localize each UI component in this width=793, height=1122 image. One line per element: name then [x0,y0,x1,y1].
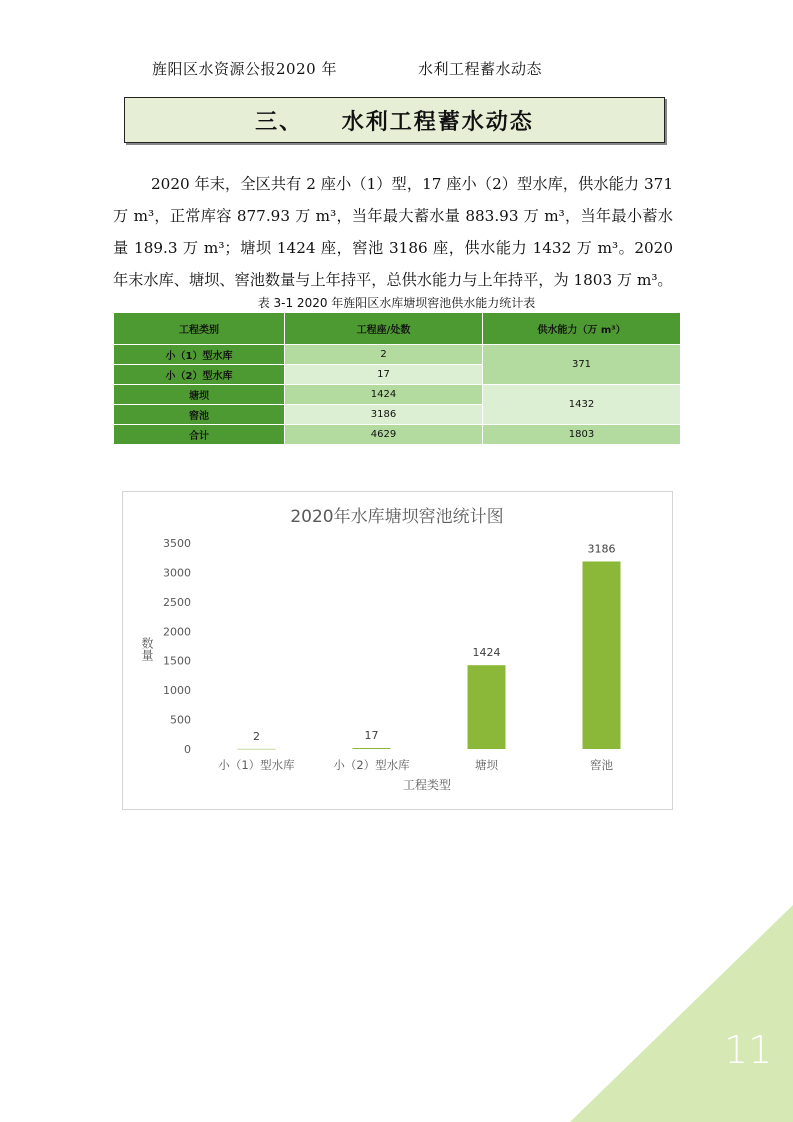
data-label: 3186 [587,542,616,556]
header-count: 工程座/处数 [285,313,483,345]
y-tick-label: 1000 [163,684,191,698]
table-caption: 表 3-1 2020 年旌阳区水库塘坝窖池供水能力统计表 [257,296,536,310]
chart-title: 2020年水库塘坝窖池统计图 [290,507,504,527]
bar-chart [122,491,673,810]
table-row [114,425,681,445]
section-title: 三、 水利工程蓄水动态 [255,109,534,135]
row-category: 塘坝 [114,385,285,405]
table-row [114,385,681,405]
bar [353,748,391,749]
row-count: 2 [285,345,483,365]
x-tick-label: 塘坝 [475,758,498,772]
bar [468,665,506,749]
y-tick-label: 1500 [163,654,191,668]
table-row [114,345,681,365]
y-tick-label: 500 [170,713,191,727]
y-tick-label: 2000 [163,625,191,639]
page-number: 11 [724,1028,773,1072]
paragraph-text: 2020 年末，全区共有 2 座小（1）型，17 座小（2）型水库，供水能力 371 万 m³，正常库容 877.93 万 m³，当年最大蓄水量 883.93 万 m³，当年最小蓄水量 189.3 万 m³；塘坝 1424 座，窖池 3186 座，供水能力 1432 万 m³。2020 年末水库、塘坝、窖池数量与上年持平，总供水能力与上年持平，为 1803 万 m³。 [113,175,673,289]
stat-table [113,312,681,445]
row-category: 窖池 [114,405,285,425]
x-tick-label: 小（2）型水库 [333,758,410,772]
row-category: 合计 [114,425,285,445]
row-category: 小（2）型水库 [114,365,285,385]
header-right: 水利工程蓄水动态 [418,60,543,78]
data-label: 2 [253,729,260,743]
row-count: 1424 [285,385,483,405]
capacity-pond: 1432 [483,385,681,425]
y-tick-label: 3000 [163,566,191,580]
table-header-row [114,313,681,345]
x-tick-label: 窖池 [590,758,613,772]
y-tick-label: 0 [184,743,191,756]
chart-ylabel: 数量 [140,637,154,661]
data-label: 17 [364,728,379,742]
section-title-box [124,97,665,143]
y-tick-label: 3500 [163,537,191,550]
capacity-reservoir: 371 [483,345,681,385]
header-category: 工程类别 [114,313,285,345]
row-count: 4629 [285,425,483,445]
bar [238,749,276,750]
bar [583,561,621,749]
header-left: 旌阳区水资源公报2020 年 [152,60,337,78]
row-count: 17 [285,365,483,385]
data-label: 1424 [472,646,501,660]
capacity-total: 1803 [483,425,681,445]
chart-svg [123,492,672,809]
body-paragraph [113,168,673,296]
y-tick-label: 2500 [163,595,191,609]
row-count: 3186 [285,405,483,425]
row-category: 小（1）型水库 [114,345,285,365]
header-capacity: 供水能力（万 m³） [483,313,681,345]
x-tick-label: 小（1）型水库 [218,758,295,772]
chart-xlabel: 工程类型 [402,778,452,792]
